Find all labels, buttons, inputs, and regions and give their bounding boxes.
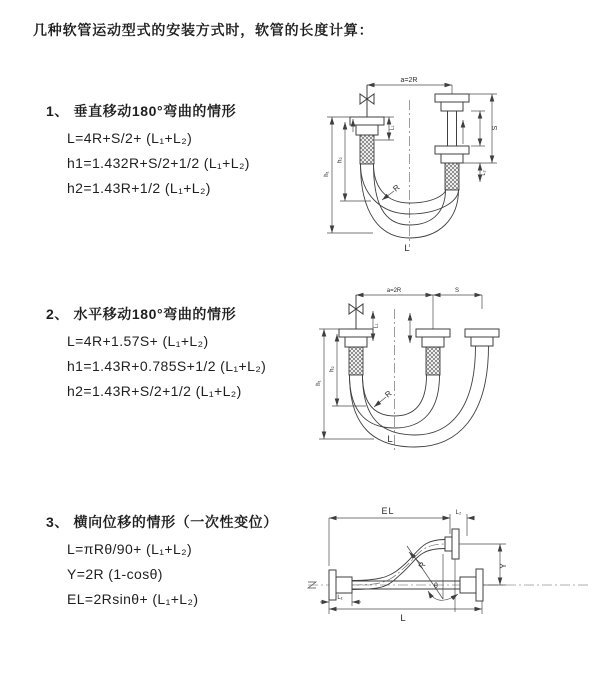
label-l1: L₁ [373,323,380,329]
braided-hose-section [349,347,363,375]
formula-h1: h1=1.43R+0.785S+1/2 (L₁+L₂) [67,358,267,374]
label-r: R [416,560,428,571]
label-l: L [387,434,393,445]
middle-flange-assembly [416,329,450,375]
braided-hose-section [360,135,374,164]
valve-icon [349,295,363,329]
label-s: S [454,288,460,294]
label-theta: θ [434,583,438,590]
page-title: 几种软管运动型式的安装方式时，软管的长度计算： [33,22,374,38]
label-a2r: a=2R [386,288,402,294]
label-s: S [492,125,499,131]
braided-hose-section [426,347,440,375]
label-r: R [391,182,402,194]
right-flange-assembly [465,329,499,346]
diagram-vertical-180-bend [315,70,567,260]
formula-el: EL=2Rsinθ+ (L₁+L₂) [67,591,199,607]
label-a2r: a=2R [400,77,418,84]
label-y: Y [499,563,508,569]
label-l1: L₁ [389,125,396,131]
formula-h2: h2=1.43R+S/2+1/2 (L₁+L₂) [67,383,242,399]
section-2-heading: 2、 水平移动180°弯曲的情形 [46,306,237,322]
section-vertical-movement [46,101,250,196]
formula-h2: h2=1.43R+1/2 (L₁+L₂) [67,180,211,196]
diagram-horizontal-180-bend [308,281,576,461]
label-h1: h₁ [324,171,330,177]
formula-y: Y=2R (1-cosθ) [67,566,163,582]
section-1-heading: 1、 垂直移动180°弯曲的情形 [46,103,237,119]
label-l: L [404,243,410,254]
radius-leader [382,191,394,200]
label-l2: L₂ [481,170,487,176]
label-l: L [400,613,406,624]
formula-l: L=πRθ/90+ (L₁+L₂) [67,541,193,557]
left-flange-assembly [339,329,373,375]
label-h2: h₂ [337,157,344,163]
braided-hose-section [445,163,459,190]
section-lateral-displacement [46,512,278,607]
label-l2: L₂ [455,510,462,516]
section-3-heading: 3、 横向位移的情形（一次性变位） [46,514,278,530]
valve-icon [360,85,374,117]
right-flange-assembly [435,94,469,190]
dimension-el [329,514,450,566]
formula-l: L=4R+S/2+ (L₁+L₂) [67,130,193,146]
label-h2: h₂ [329,366,336,372]
left-flange-assembly [350,117,384,164]
hose-u-bends [350,346,489,447]
label-l1: L₁ [337,595,343,601]
section-horizontal-movement [46,304,266,399]
label-el: EL [381,506,395,516]
radius-leader [374,397,386,407]
formula-h1: h1=1.432R+S/2+1/2 (L₁+L₂) [67,155,250,171]
formula-l: L=4R+1.57S+ (L₁+L₂) [67,333,209,349]
label-h1: h₁ [316,380,322,386]
diagram-lateral-displacement [300,496,598,644]
label-r: R [383,388,394,400]
dimension-s [433,295,482,309]
upper-flange-assembly [445,529,459,559]
